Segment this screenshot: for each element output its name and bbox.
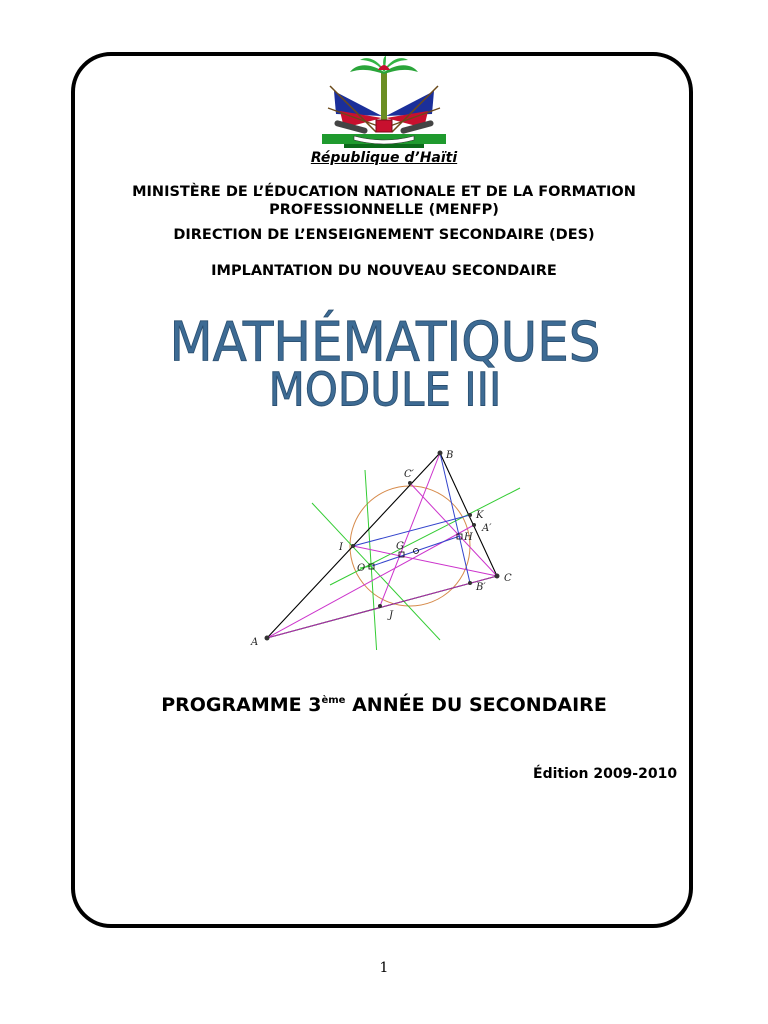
module-title-text: MODULE III (268, 363, 502, 418)
ministry-heading: MINISTÈRE DE L’ÉDUCATION NATIONALE ET DE LA FORMATION PROFESSIONNELLE (MENFP) (132, 184, 636, 218)
coat-of-arms-emblem (314, 56, 454, 150)
implementation-heading: IMPLANTATION DU NOUVEAU SECONDAIRE (211, 263, 557, 279)
program-prefix: PROGRAMME 3 (161, 694, 322, 716)
point-label-c: C (504, 573, 512, 584)
point-label-b-prime: B′ (476, 582, 486, 593)
point-label-g: G (396, 541, 404, 552)
point-label-h: H (464, 532, 473, 543)
point-label-a: A (251, 637, 259, 648)
point-label-c-prime: C′ (404, 469, 414, 480)
point-label-a-prime: A′ (482, 523, 492, 534)
subject-title (150, 300, 620, 420)
point-label-i: I (339, 542, 343, 553)
point-label-j: J (389, 610, 394, 621)
point-label-k: K (476, 510, 484, 521)
edition-label: Édition 2009-2010 (533, 766, 678, 782)
republic-heading: République d’Haïti (310, 150, 458, 166)
program-suffix: ANNÉE DU SECONDAIRE (345, 694, 607, 716)
page-number: 1 (379, 960, 389, 976)
point-label-b: B (446, 450, 454, 461)
program-superscript: ème (321, 695, 346, 706)
direction-heading: DIRECTION DE L’ENSEIGNEMENT SECONDAIRE (DES) (173, 227, 595, 243)
subject-title-text: MATHÉMATIQUES (169, 311, 601, 374)
triangle-geometry-figure (245, 440, 525, 650)
program-heading (0, 694, 768, 716)
point-label-o: O (357, 563, 366, 574)
